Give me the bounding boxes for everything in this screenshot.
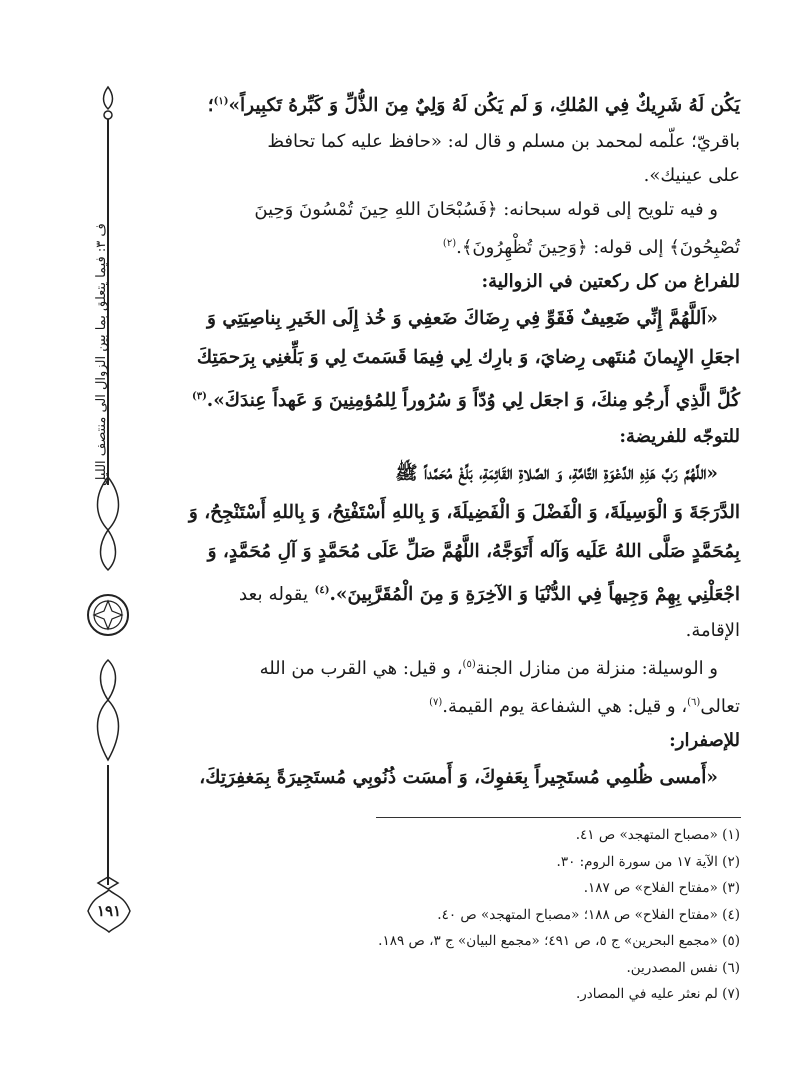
footnote-item: (٣) «مفتاح الفلاح» ص ١٨٧. — [583, 880, 740, 896]
footnote-ref: (٧) — [429, 697, 443, 709]
text-line — [155, 648, 740, 686]
dua-text: اجْعَلْنِي بِهِمْ وَجِيهاً فِي الدُّنْيَا وَ الآخِرَةِ وَ مِنَ الْمُقَرَّبِينَ». — [329, 584, 740, 606]
text-line — [155, 82, 740, 125]
running-title: ف ٣: فيما يتعلق بما بين الزوال الى منتصف الليل — [94, 223, 109, 487]
footnote-ref: (١) — [213, 96, 229, 107]
section-heading: للإصفرار: — [669, 730, 740, 752]
footnote-item: (٥) «مجمع البحرين» ج ٥، ص ٤٩١؛ «مجمع البيان» ج ٣، ص ١٨٩. — [378, 933, 740, 949]
text-line: الإقامة. — [685, 620, 740, 642]
margin-rule-lower — [107, 765, 109, 885]
footnote-ref: (٣) — [191, 391, 207, 403]
footnote-ref: (٥) — [462, 659, 476, 671]
main-text — [155, 82, 740, 797]
dua-line: «أَمسى ظُلمِي مُستَجِيراً بِعَفوِكَ، وَ أَمسَت ذُنُوبِي مُستَجِيرَةً بِمَغفِرَتِكَ، — [199, 767, 718, 789]
punctuation: ؛ — [207, 95, 214, 117]
footnote-item: (٧) لم نعثر عليه في المصادر. — [575, 986, 740, 1002]
footnote-item: (٦) نفس المصدرين. — [626, 959, 740, 976]
footnote-ref: (٤) — [314, 585, 330, 597]
footnote-ref: (٢) — [442, 238, 457, 250]
text-line — [155, 227, 740, 265]
dua-line: الدَّرَجَةَ وَ الْوَسِيلَةَ، وَ الْفَضْلَ وَ الْفَضِيلَةَ، وَ بِاللهِ أَسْتَفْتِحُ، وَ بِاللهِ أَسْتَنْجِحُ، وَ — [188, 502, 740, 524]
footnote-ref: (٦) — [687, 697, 701, 709]
top-finial-ornament — [92, 85, 124, 125]
text-line — [155, 686, 740, 724]
section-heading: للفراغ من كل ركعتين في الزوالية: — [481, 271, 740, 293]
footnote-divider — [376, 817, 741, 818]
dua-text: كُلَّ الَّذِي أَرجُو مِنكَ، وَ اجعَل لِي وُدّاً وَ سُرُوراً لِلمُؤمِنِينَ وَ عَهداً عِندَكَ». — [206, 390, 740, 412]
footnotes — [180, 822, 740, 1008]
body-text: تعالى — [700, 696, 740, 718]
body-text: تُصْبِحُونَ﴾ إلى قوله: ﴿وَحِينَ تُظْهِرُونَ﴾. — [456, 237, 740, 259]
body-text: يقوله بعد — [238, 584, 309, 606]
footnote-item: (١) «مصباح المتهجد» ص ٤١. — [575, 827, 740, 843]
text-line: باقريّ؛ علّمه لمحمد بن مسلم و قال له: «حافظ عليه كما تحافظ — [267, 131, 740, 153]
text-line: و فيه تلويح إلى قوله سبحانه: ﴿فَسُبْحَانَ اللهِ حِينَ تُمْسُونَ وَحِينَ — [254, 199, 718, 221]
body-text: ، و قيل: هي القرب من الله — [259, 658, 463, 680]
page-number: ١٩١ — [96, 902, 122, 920]
section-heading: للتوجّه للفريضة: — [619, 426, 740, 448]
dua-line: «اَللَّهُمَّ إِنِّي ضَعِيفٌ فَقَوِّ فِي رِضَاكَ ضَعفِي وَ خُذ إِلَى الخَيرِ بِناصِيَتِي وَ — [206, 308, 718, 330]
body-text: ، و قيل: هي الشفاعة يوم القيمة. — [442, 696, 688, 718]
floral-medallion-ornament — [86, 475, 130, 765]
text-line: على عينيك». — [643, 165, 740, 187]
dua-line: «اللَّهُمَّ رَبَّ هَذِهِ الدَّعْوَةِ التَّامَّةِ، وَ الصَّلاةِ القَائِمَةِ، بَلِّغْ مُحَمَّداً ﷺ — [395, 463, 718, 485]
footnote-item: (٤) «مفتاح الفلاح» ص ١٨٨؛ «مصباح المتهجد» ص ٤٠. — [437, 906, 740, 923]
body-text: و الوسيلة: منزلة من منازل الجنة — [475, 658, 718, 680]
dua-text: يَكُن لَهُ شَرِيكٌ فِي المُلكِ، وَ لَم يَكُن لَهُ وَلِيٌ مِنَ الذُّلِّ وَ كَبِّرهُ تَكبِيراً» — [228, 95, 740, 117]
dua-line — [155, 571, 740, 614]
footnote-item: (٢) الآية ١٧ من سورة الروم: ٣٠. — [556, 853, 740, 870]
dua-line: بِمُحَمَّدٍ صَلَّى اللهُ عَلَيه وَآله أَتَوَجَّهُ، اللَّهُمَّ صَلِّ عَلَى مُحَمَّدٍ وَ آلِ مُحَمَّدٍ، وَ — [207, 541, 740, 563]
dua-line: اجعَلِ الإِيمانَ مُنتَهى رِضايَ، وَ بارِك لِي فِيمَا قَسَمتَ لِي وَ بَلِّغنِي بِرَحمَتِكَ — [196, 347, 740, 369]
dua-line — [155, 377, 740, 420]
